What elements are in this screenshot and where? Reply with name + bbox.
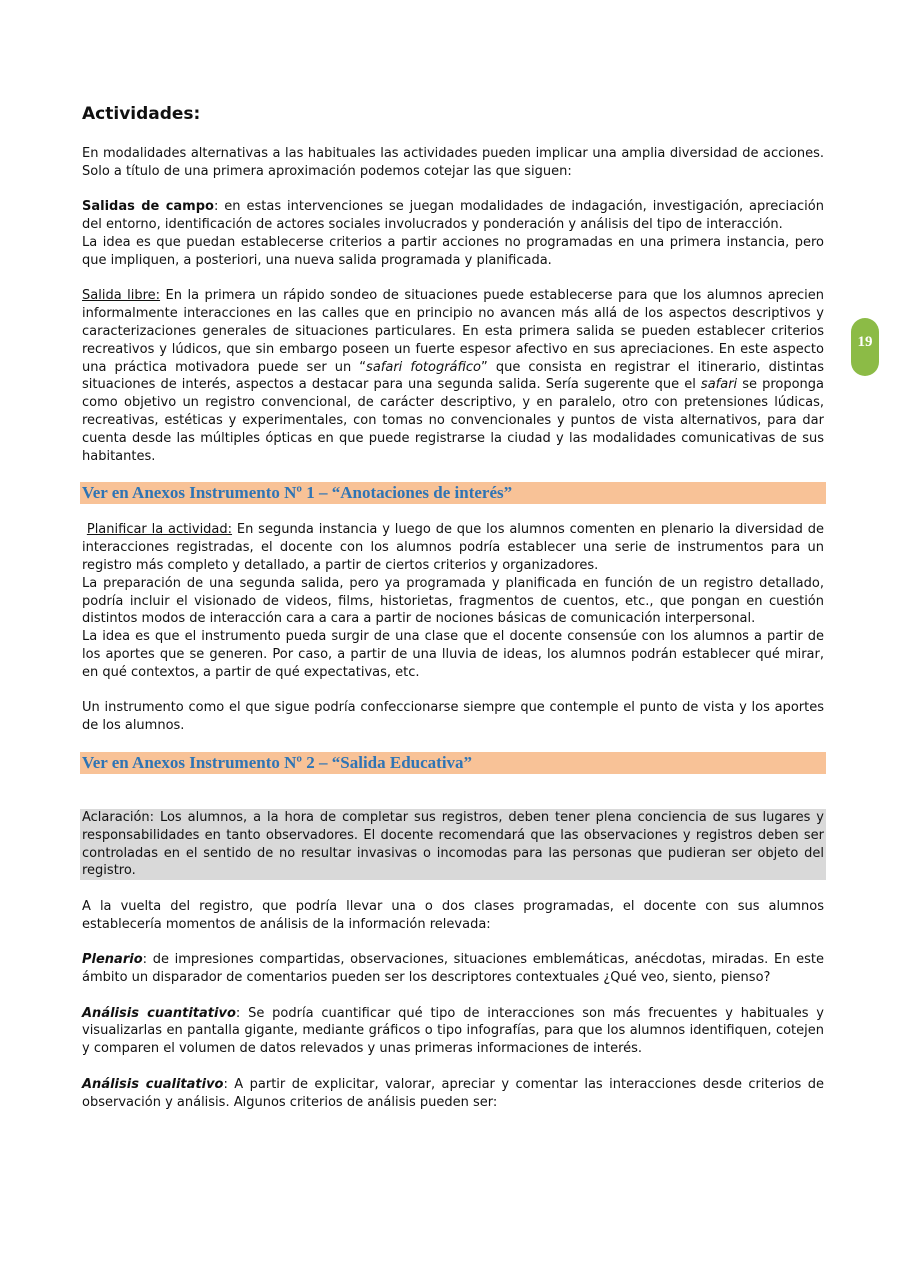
document-body xyxy=(82,104,824,1111)
page-number: 19 xyxy=(857,334,873,350)
instrumento-paragraph: Un instrumento como el que sigue podría confeccionarse siempre que contemple el punto de vista y los aportes de los alumnos. xyxy=(82,700,824,734)
salidas-campo-paragraph-2: La idea es que puedan establecerse criterios a partir acciones no programadas en una primera instancia, pero que impliquen, a posteriori, una nueva salida programada y planificada. xyxy=(82,234,824,268)
cualitativo-label: Análisis cualitativo xyxy=(82,1076,224,1092)
planificar-paragraph-2: La preparación de una segunda salida, pero ya programada y planificada en función de un registro detallado, podría incluir el visionado de videos, films, historietas, fragmentos de cuentos, etc., que pongan en cuestión distintos modos de interacción cara a cara a partir de nociones básicas de comunicación interpersonal. xyxy=(82,575,824,627)
safari-fotografico-term: safari fotográfico xyxy=(366,359,482,375)
vuelta-paragraph: A la vuelta del registro, que podría llevar una o dos clases programadas, el docente con sus alumnos establecería momentos de análisis de la información relevada: xyxy=(82,898,824,932)
cualitativo-paragraph: Análisis cualitativo: A partir de explicitar, valorar, apreciar y comentar las interacciones desde criterios de observación y análisis. Algunos criterios de análisis pueden ser: xyxy=(82,1076,824,1110)
salida-libre-label: Salida libre: xyxy=(82,288,161,304)
section-heading: Actividades: xyxy=(82,104,201,124)
salidas-campo-text: : en estas intervenciones se juegan modalidades de indagación, investigación, apreciación del entorno, identificación de actores sociales involucrados y ponderación y análisis del tipo de interacción. xyxy=(82,199,824,233)
cuantitativo-label: Análisis cuantitativo xyxy=(82,1005,236,1021)
intro-paragraph: En modalidades alternativas a las habituales las actividades pueden implicar una amplia diversidad de acciones. Solo a título de una primera aproximación podemos cotejar las que siguen: xyxy=(82,146,824,179)
page-number-tab xyxy=(851,318,879,376)
salidas-campo-label: Salidas de campo xyxy=(82,199,214,215)
salidas-campo-paragraph xyxy=(82,198,824,234)
annex-banner-2: Ver en Anexos Instrumento Nº 2 – “Salida Educativa” xyxy=(80,752,826,774)
planificar-paragraph: Planificar la actividad: En segunda instancia y luego de que los alumnos comenten en plenario la diversidad de interacciones registradas, el docente con los alumnos podría establecer una serie de instrumentos para un registro más completo y detallado, a partir de ciertos criterios y organizadores. xyxy=(82,522,824,573)
annex-banner-1: Ver en Anexos Instrumento Nº 1 – “Anotaciones de interés” xyxy=(80,482,826,504)
planificar-paragraph-3: La idea es que el instrumento pueda surgir de una clase que el docente consensúe con los alumnos a partir de los aportes que se generen. Por caso, a partir de una lluvia de ideas, los alumnos podrán establecer qué mirar, en qué contextos, a partir de qué expectativas, etc. xyxy=(82,629,824,680)
aclaracion-note: Aclaración: Los alumnos, a la hora de completar sus registros, deben tener plena conciencia de sus lugares y responsabilidades en tanto observadores. El docente recomendará que las observaciones y registros deben ser controladas en el sentido de no resultar invasivas o incomodas para las personas que pudieran ser objeto del registro. xyxy=(82,809,824,879)
plenario-paragraph: Plenario: de impresiones compartidas, observaciones, situaciones emblemáticas, anécdotas, miradas. En este ámbito un disparador de comentarios pueden ser los descriptores contextuales ¿Qué veo, siento, pienso? xyxy=(82,952,824,986)
planificar-label: Planificar la actividad: xyxy=(86,522,233,538)
salida-libre-paragraph: Salida libre: En la primera un rápido sondeo de situaciones puede establecerse para que los alumnos aprecien informalmente interacciones en las calles que en principio no avancen más allá de los aspectos descriptivos y caracterizaciones generales de situaciones particulares. En esta primera salida se pueden establecer criterios recreativos y lúdicos, que sin embargo poseen un fuerte espesor afectivo en sus apreciaciones. En este aspecto una práctica motivadora puede ser un “safari fotográfico” que consista en registrar el itinerario, distintas situaciones de interés, aspectos a destacar para una segunda salida. Sería sugerente que el safari se proponga como objetivo un registro convencional, de carácter descriptivo, y en paralelo, otro con pretensiones lúdicas, recreativas, estéticas y experimentales, con tomas no convencionales y puntos de vista alternativos, para dar cuenta desde las múltiples ópticas en que puede registrarse la ciudad y las modalidades comunicativas de sus habitantes. xyxy=(82,288,825,464)
safari-term: safari xyxy=(700,377,738,393)
cuantitativo-paragraph: Análisis cuantitativo: Se podría cuantificar qué tipo de interacciones son más frecuentes y habituales y visualizarlas en pantalla gigante, mediante gráficos o tipo infografías, para que los alumnos identifiquen, cotejen y comparen el volumen de datos relevados y unas primeras informaciones de interés. xyxy=(82,1005,824,1057)
plenario-label: Plenario xyxy=(82,952,143,968)
